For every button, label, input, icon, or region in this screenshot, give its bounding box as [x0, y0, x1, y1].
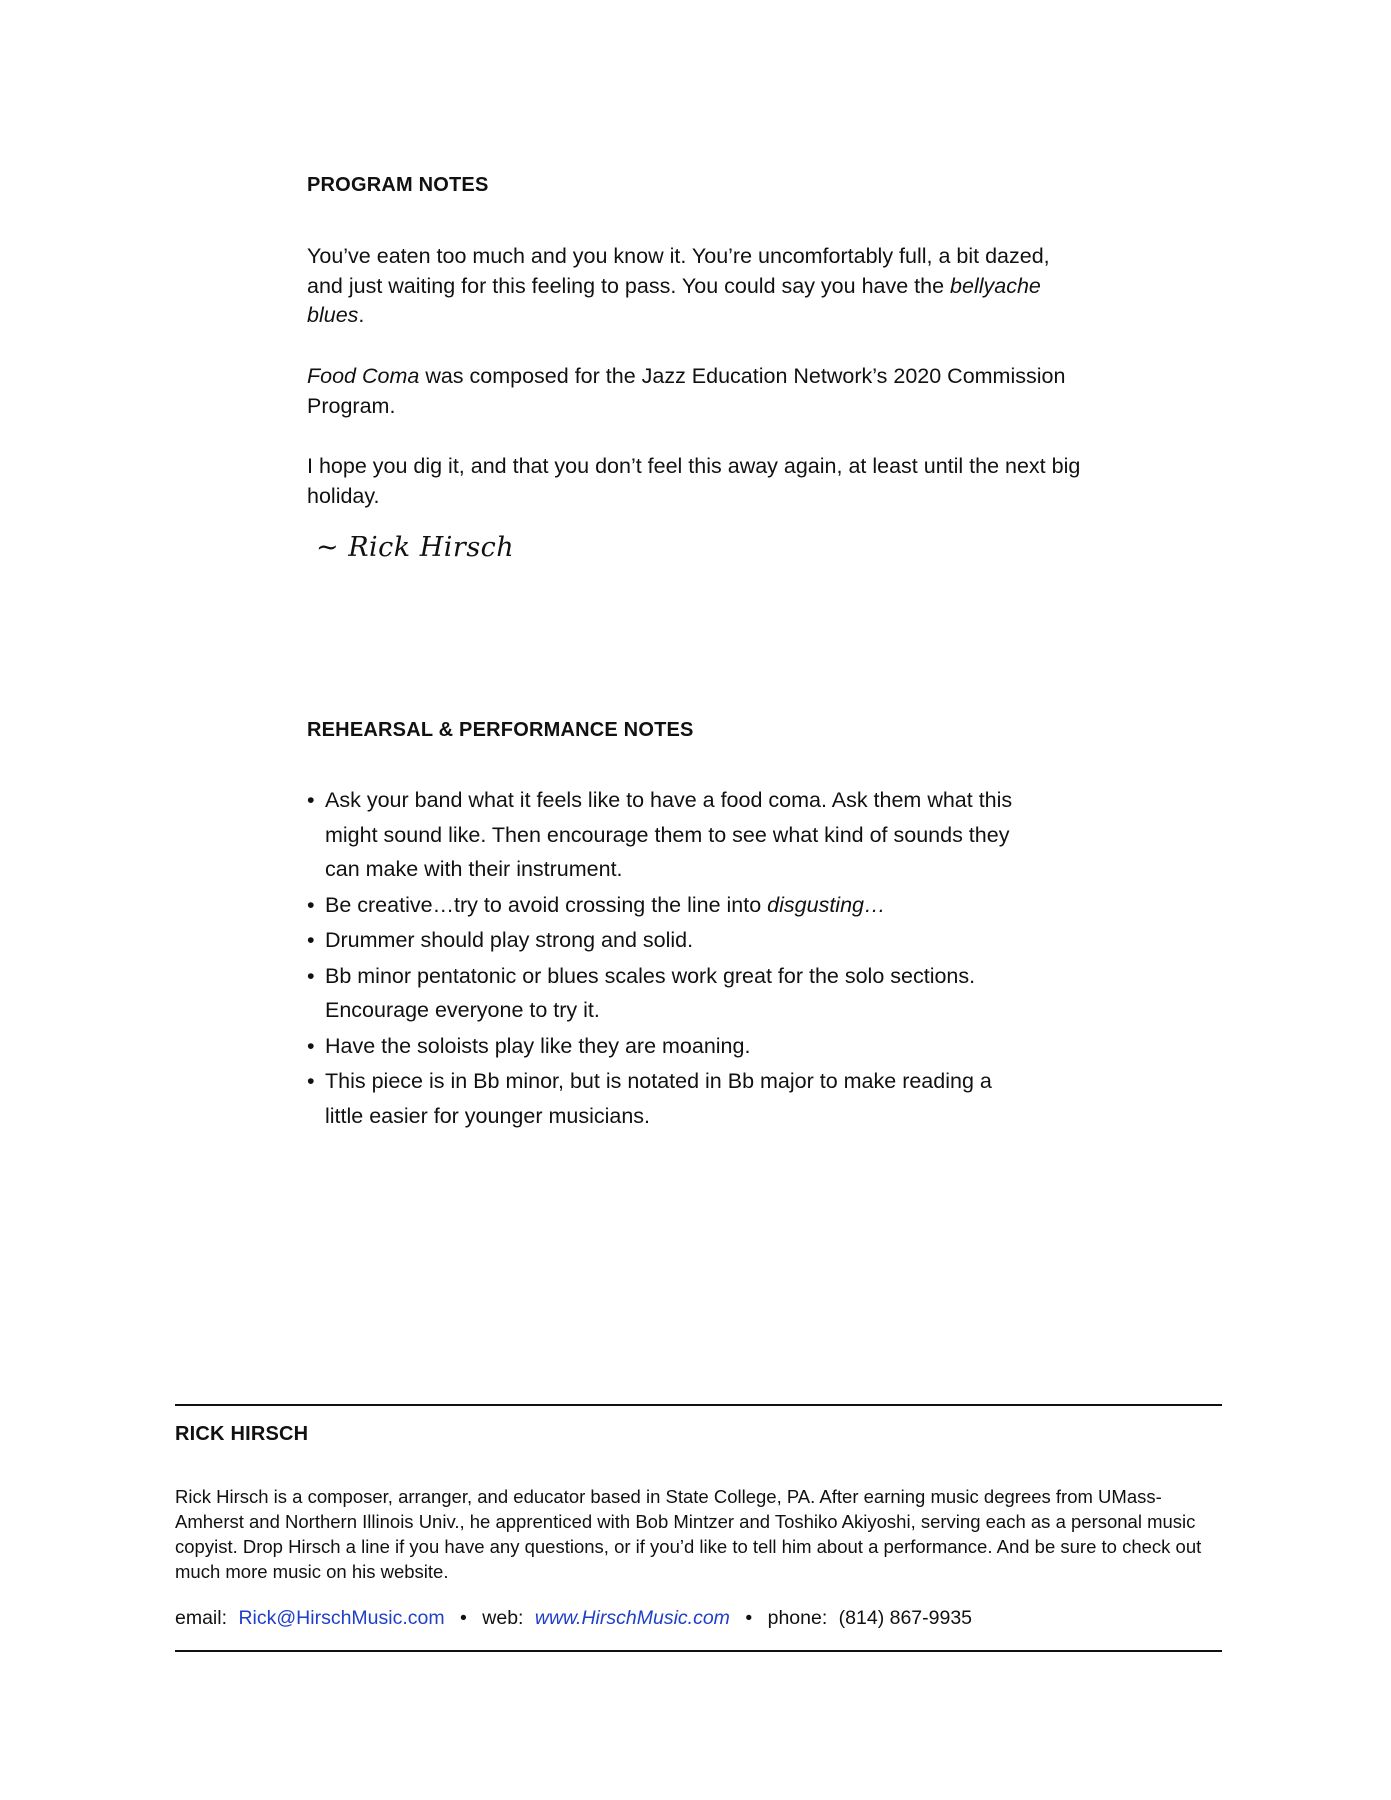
list-item	[307, 923, 1027, 958]
bullet-icon: •	[307, 1069, 315, 1093]
list-item	[307, 888, 1027, 923]
list-item	[307, 1029, 1027, 1064]
list-item	[307, 783, 1027, 887]
list-item-text: Drummer should play strong and solid.	[325, 928, 694, 952]
email-label: email:	[175, 1607, 228, 1629]
list-item-text: Be creative…try to avoid crossing the line into	[325, 892, 768, 917]
list-item-italic: disgusting…	[767, 892, 886, 917]
website-link[interactable]: www.HirschMusic.com	[534, 1607, 730, 1629]
program-notes-p1-italic: bellyache blues	[307, 273, 1041, 327]
bio-text: Rick Hirsch is a composer, arranger, and educator based in State College, PA. After earning music degrees from UMass-Amherst and Northern Illinois Univ., he apprenticed with Bob Mintzer and Toshiko Akiyoshi, serving each as a personal music copyist. Drop Hirsch a line if you have any questions, or if you’d like to tell him about a performance. And be sure to check out much more music on his website.	[175, 1486, 1202, 1582]
bio-top-divider	[175, 1404, 1222, 1406]
separator-icon: •	[745, 1607, 753, 1629]
rehearsal-notes-list	[307, 783, 1027, 1134]
program-notes-p1-text: You’ve eaten too much and you know it. You’re uncomfortably full, a bit dazed, and just waiting for this feeling to pass. You could say you have the	[307, 244, 1050, 298]
bullet-icon: •	[307, 892, 315, 917]
list-item-text: This piece is in Bb minor, but is notated in Bb major to make reading a little easier for younger musicians.	[325, 1069, 992, 1128]
email-link[interactable]: Rick@HirschMusic.com	[238, 1607, 445, 1629]
separator-icon: •	[460, 1607, 467, 1629]
bio-heading: RICK HIRSCH	[175, 1423, 309, 1445]
program-notes-p2-italic: Food Coma	[307, 364, 420, 388]
list-item	[307, 1064, 1027, 1133]
rehearsal-notes-heading: REHEARSAL & PERFORMANCE NOTES	[307, 719, 694, 741]
bullet-icon: •	[307, 788, 315, 812]
bio-bottom-divider	[175, 1650, 1222, 1652]
web-label: web:	[482, 1607, 524, 1629]
bullet-icon: •	[307, 963, 315, 988]
bullet-icon: •	[307, 1033, 315, 1058]
signature: ~ Rick Hirsch	[316, 532, 515, 563]
phone-number: (814) 867-9935	[838, 1607, 973, 1629]
program-notes-paragraph-3: I hope you dig it, and that you don’t feel this away again, at least until the next big holiday.	[307, 454, 1081, 508]
list-item-text: Have the soloists play like they are moaning.	[325, 1033, 751, 1058]
list-item-text: Bb minor pentatonic or blues scales work great for the solo sections. Encourage everyone to try it.	[325, 963, 976, 1022]
program-notes-paragraph-2	[307, 362, 1087, 421]
contact-line	[175, 1607, 972, 1630]
program-notes-p2-text: was composed for the Jazz Education Network’s 2020 Commission Program.	[307, 364, 1066, 418]
program-notes-p1-end: .	[358, 303, 365, 327]
phone-label: phone:	[767, 1607, 828, 1629]
bullet-icon: •	[307, 928, 315, 952]
list-item	[307, 959, 1027, 1028]
program-notes-heading: PROGRAM NOTES	[307, 174, 489, 196]
program-notes-paragraph-1	[307, 242, 1087, 331]
list-item-text: Ask your band what it feels like to have a food coma. Ask them what this might sound like. Then encourage them to see what kind of sounds they can make with their instrument.	[325, 788, 1013, 881]
